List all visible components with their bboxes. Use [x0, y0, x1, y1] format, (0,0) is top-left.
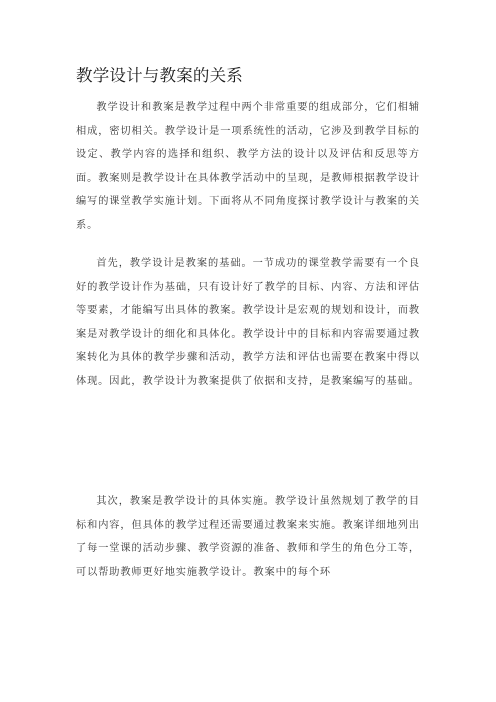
paragraph-3-block [76, 490, 420, 584]
paragraph-2-block [76, 252, 420, 394]
paragraph-3: 其次，教案是教学设计的具体实施。教学设计虽然规划了教学的目标和内容，但具体的教学过程还需要通过教案来实施。教案详细地列出了每一堂课的活动步骤、教学资源的准备、教师和学生的角色分工等，可以帮助教师更好地实施教学设计。教案中的每个环 [76, 496, 420, 578]
document-title: 教学设计与教案的关系 [76, 66, 243, 85]
paragraph-1: 教学设计和教案是教学过程中两个非常重要的组成部分，它们相辅相成，密切相关。教学设计是一项系统性的活动，它涉及到教学目标的设定、教学内容的选择和组织、教学方法的设计以及评估和反思等方面。教案则是教学设计在具体教学活动中的呈现，是教师根据教学设计编写的课堂教学实施计划。下面将从不同角度探讨教学设计与教案的关系。 [76, 102, 420, 231]
paragraph-1-block [76, 96, 420, 238]
paragraph-2: 首先，教学设计是教案的基础。一节成功的课堂教学需要有一个良好的教学设计作为基础，只有设计好了教学的目标、内容、方法和评估等要素，才能编写出具体的教案。教学设计是宏观的规划和设计，而教案是对教学设计的细化和具体化。教学设计中的目标和内容需要通过教案转化为具体的教学步骤和活动，教学方法和评估也需要在教案中得以体现。因此，教学设计为教案提供了依据和支持，是教案编写的基础。 [76, 258, 420, 387]
